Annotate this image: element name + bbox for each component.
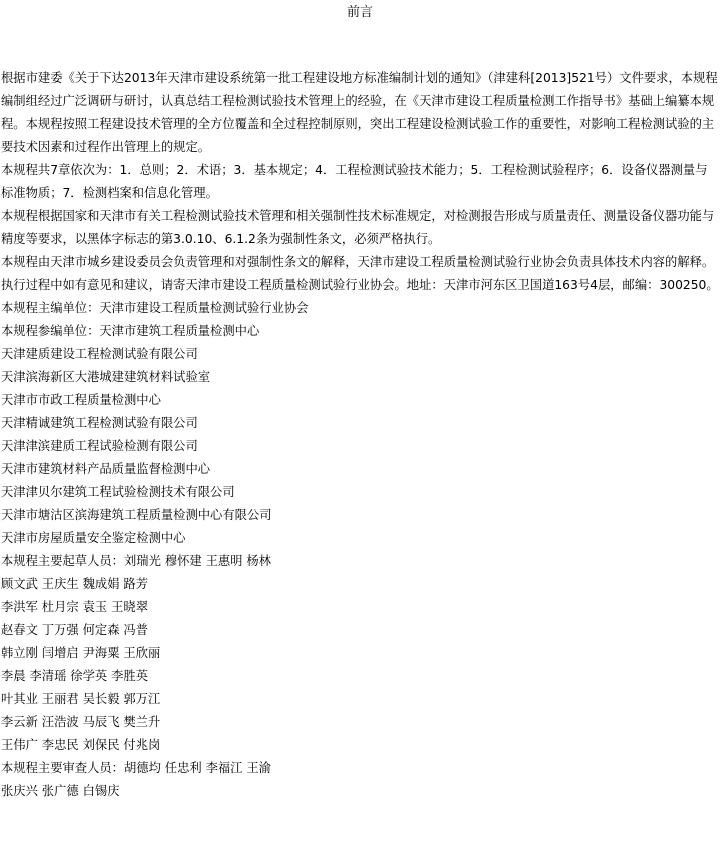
drafters-list: 赵春文 丁万强 何定森 冯普 xyxy=(1,623,148,637)
participating-unit: 本规程参编单位：天津市建筑工程质量检测中心 xyxy=(1,324,260,338)
participating-unit: 天津市建筑材料产品质量监督检测中心 xyxy=(1,462,211,476)
paragraph-administration: 本规程由天津市城乡建设委员会负责管理和对强制性条文的解释，天津市建设工程质量检测试验行业协会负责具体技术内容的解释。执行过程中如有意见和建议，请寄天津市建设工程质量检测试验行业协会。地址：天津市河东区卫国道163号4层，邮编：300250。 xyxy=(1,255,719,292)
drafters-list: 王伟广 李忠民 刘保民 付兆岗 xyxy=(1,738,161,752)
drafters-list: 顾文武 王庆生 魏成娟 路芳 xyxy=(1,577,148,591)
participating-unit: 天津津滨建质工程试验检测有限公司 xyxy=(1,439,198,453)
participating-unit: 天津建质建设工程检测试验有限公司 xyxy=(1,347,198,361)
chief-editor-unit: 本规程主编单位：天津市建设工程质量检测试验行业协会 xyxy=(1,301,309,315)
reviewers-list: 本规程主要审查人员：胡德均 任忠利 李福江 王渝 xyxy=(1,761,271,775)
paragraph-chapters: 本规程共7章依次为：1．总则；2．术语；3．基本规定；4．工程检测试验技术能力；5．工程检测试验程序；6．设备仪器测量与标准物质；7．检测档案和信息化管理。 xyxy=(1,163,708,200)
participating-unit: 天津滨海新区大港城建建筑材料试验室 xyxy=(1,370,211,384)
paragraph-mandatory-clauses: 本规程根据国家和天津市有关工程检测试验技术管理和相关强制性技术标准规定，对检测报告形成与质量责任、测量设备仪器功能与精度等要求，以黑体字标志的第3.0.10、6.1.2条为强制性条文，必须严格执行。 xyxy=(1,209,715,246)
drafters-list: 李云新 汪浩波 马辰飞 樊兰升 xyxy=(1,715,161,729)
drafters-list: 本规程主要起草人员：刘瑞光 穆怀建 王惠明 杨林 xyxy=(1,554,271,568)
participating-unit: 天津精诚建筑工程检测试验有限公司 xyxy=(1,416,198,430)
paragraph-background: 根据市建委《关于下达2013年天津市建设系统第一批工程建设地方标准编制计划的通知》（津建科[2013]521号）文件要求，本规程编制组经过广泛调研与研讨，认真总结工程检测试验技术管理上的经验，在《天津市建设工程质量检测工作指导书》基础上编纂本规程。本规程按照工程建设技术管理的全方位覆盖和全过程控制原则，突出工程建设检测试验工作的重要性，对影响工程检测试验的主要技术因素和过程作出管理上的规定。 xyxy=(1,71,718,154)
drafters-list: 叶其业 王丽君 吴长毅 郭万江 xyxy=(1,692,161,706)
drafters-list: 韩立刚 闫增启 尹海粟 王欣丽 xyxy=(1,646,161,660)
participating-unit: 天津津贝尔建筑工程试验检测技术有限公司 xyxy=(1,485,235,499)
participating-unit: 天津市塘沽区滨海建筑工程质量检测中心有限公司 xyxy=(1,508,272,522)
drafters-list: 李晨 李清瑶 徐学英 李胜英 xyxy=(1,669,148,683)
drafters-list: 李洪军 杜月宗 袁玉 王晓翠 xyxy=(1,600,148,614)
participating-unit: 天津市房屋质量安全鉴定检测中心 xyxy=(1,531,186,545)
participating-unit: 天津市市政工程质量检测中心 xyxy=(1,393,161,407)
page-title: 前言 xyxy=(346,5,373,20)
reviewers-list: 张庆兴 张广德 白锡庆 xyxy=(1,784,120,798)
document-body xyxy=(1,67,719,803)
